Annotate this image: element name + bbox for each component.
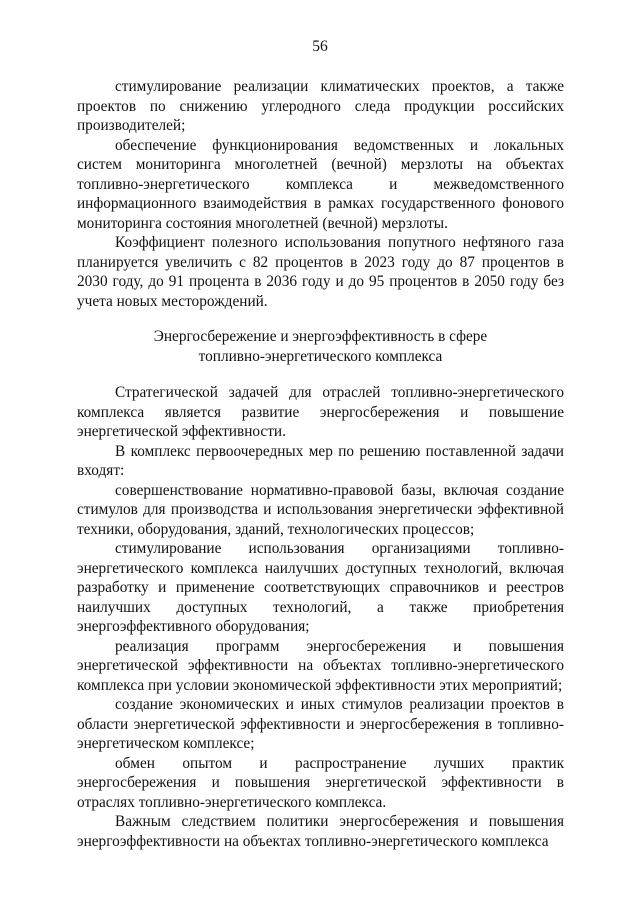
section-heading-line-1: Энергосбережение и энергоэффективность в сфере [153,328,488,345]
document-body [77,77,564,851]
paragraph-associated-gas-coefficient: Коэффициент полезного использования попутного нефтяного газа планируется увеличить с 82 процентов в 2023 году до 87 процентов в 2030 году, до 91 процента в 2036 году и до 95 процентов в 2050 году без учета новых месторождений. [77,234,564,310]
paragraph-climate-projects: стимулирование реализации климатических проектов, а также проектов по снижению углеродного следа продукции российских производителей; [77,78,564,134]
paragraph-strategic-task: Стратегической задачей для отраслей топливно-энергетического комплекса является развитие энергосбережения и повышение энергетической эффективности. [77,384,564,440]
page-number: 56 [312,38,328,55]
paragraph-efficiency-programs: реализация программ энергосбережения и повышения энергетической эффективности на объектах топливно-энергетического комплекса при условии экономической эффективности этих мероприятий; [77,637,564,694]
paragraph-policy-consequence: Важным следствием политики энергосбережения и повышения энергоэффективности на объектах топливно-энергетического комплекса [77,813,564,850]
paragraph-regulatory-improvement: совершенствование нормативно-правовой базы, включая создание стимулов для производства и использования энергетически эффективной техники, оборудования, зданий, технологических процессов; [77,481,564,538]
paragraph-priority-measures-intro: В комплекс первоочередных мер по решению поставленной задачи входят: [77,442,564,479]
paragraph-economic-incentives: создание экономических и иных стимулов реализации проектов в области энергетической эффективности и энергосбережения в топливно-энергетическом комплексе; [77,696,564,752]
section-heading-line-2: топливно-энергетического комплекса [198,347,443,365]
paragraph-best-technologies: стимулирование использования организациями топливно-энергетического комплекса наилучших доступных технологий, включая разработку и применение соответствующих справочников и реестров наилучших доступных технологий, а также приобретения энергоэффективного оборудования; [77,540,564,635]
paragraph-permafrost-monitoring: обеспечение функционирования ведомственных и локальных систем мониторинга многолетней (вечной) мерзлоты на объектах топливно-энергетического комплекса и межведомственного информационного взаимодействия в рамках государственного фонового мониторинга состояния многолетней (вечной) мерзлоты. [77,136,564,232]
paragraph-best-practices-exchange: обмен опытом и распространение лучших практик энергосбережения и повышения энергетической эффективности в отраслях топливно-энергетического комплекса. [77,754,564,811]
section-heading [77,327,564,366]
